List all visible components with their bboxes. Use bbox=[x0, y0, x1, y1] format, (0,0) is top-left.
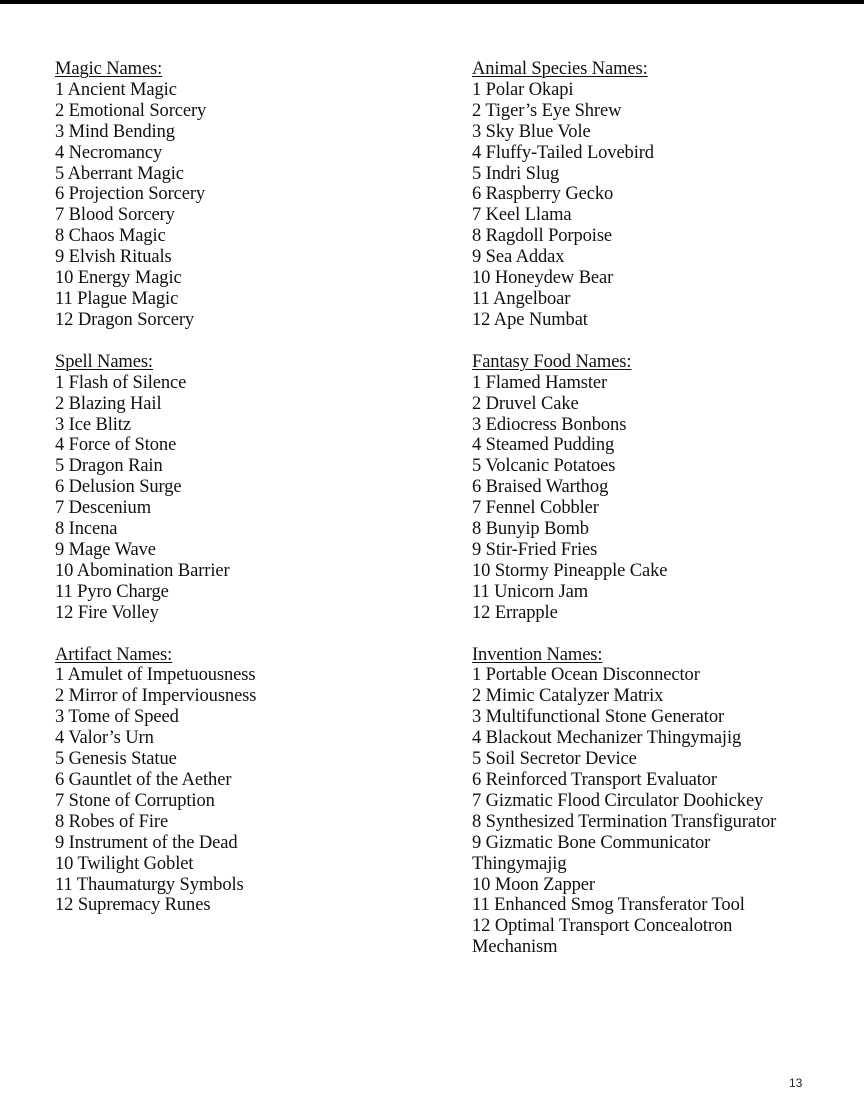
list-item: 9 Gizmatic Bone Communicator Thingymajig bbox=[472, 832, 711, 874]
list-item: 3 Ice Blitz bbox=[55, 414, 131, 435]
list-item: 10 Abomination Barrier bbox=[55, 560, 230, 581]
list-item: 9 Elvish Rituals bbox=[55, 247, 172, 268]
list-item: 2 Blazing Hail bbox=[55, 393, 162, 414]
list-item: 12 Ape Numbat bbox=[472, 309, 588, 330]
list-item: 7 Keel Llama bbox=[472, 205, 572, 226]
list-item: 8 Chaos Magic bbox=[55, 226, 166, 247]
list-item: 9 Mage Wave bbox=[55, 539, 156, 560]
list-item: 3 Multifunctional Stone Generator bbox=[472, 707, 725, 728]
list-item: 4 Fluffy-Tailed Lovebird bbox=[472, 142, 654, 163]
list-item: 3 Mind Bending bbox=[55, 121, 175, 142]
list-item: 11 Angelboar bbox=[472, 288, 571, 309]
list-item: 8 Robes of Fire bbox=[55, 811, 169, 832]
page-number: 13 bbox=[789, 1076, 803, 1090]
list-item: 2 Mirror of Imperviousness bbox=[55, 686, 257, 707]
right-column bbox=[472, 59, 852, 979]
section-heading: Magic Names: bbox=[55, 59, 163, 79]
list-item: 7 Blood Sorcery bbox=[55, 205, 175, 226]
list-item: 7 Gizmatic Flood Circulator Doohickey bbox=[472, 790, 764, 811]
list-item: 6 Raspberry Gecko bbox=[472, 184, 614, 205]
list-item: 10 Moon Zapper bbox=[472, 874, 595, 895]
list-item: 2 Tiger’s Eye Shrew bbox=[472, 100, 622, 121]
list-item: 6 Reinforced Transport Evaluator bbox=[472, 770, 717, 790]
list-item: 8 Bunyip Bomb bbox=[472, 519, 589, 540]
list-item: 9 Sea Addax bbox=[472, 247, 565, 268]
list-item: 5 Genesis Statue bbox=[55, 749, 177, 770]
list-item: 7 Descenium bbox=[55, 498, 151, 519]
list-item: 5 Aberrant Magic bbox=[55, 163, 184, 184]
list-item: 12 Supremacy Runes bbox=[55, 895, 211, 916]
list-item: 9 Instrument of the Dead bbox=[55, 832, 238, 853]
list-item: 6 Braised Warthog bbox=[472, 477, 609, 498]
list-item: 3 Tome of Speed bbox=[55, 707, 179, 728]
list-item: 11 Thaumaturgy Symbols bbox=[55, 874, 244, 895]
list-item: 2 Mimic Catalyzer Matrix bbox=[472, 686, 664, 707]
list-item: 11 Pyro Charge bbox=[55, 581, 169, 602]
invention-names-section bbox=[472, 645, 852, 959]
list-item: 12 Errapple bbox=[472, 602, 558, 623]
section-heading: Fantasy Food Names: bbox=[472, 351, 632, 372]
section-heading: Animal Species Names: bbox=[472, 59, 648, 79]
list-item: 4 Necromancy bbox=[55, 142, 163, 163]
list-item: 10 Honeydew Bear bbox=[472, 268, 614, 289]
list-item: 5 Indri Slug bbox=[472, 163, 560, 184]
list-item: 8 Synthesized Termination Transfigurator bbox=[472, 811, 777, 832]
list-item: 6 Gauntlet of the Aether bbox=[55, 770, 232, 790]
list-item: 6 Delusion Surge bbox=[55, 477, 182, 498]
list-item: 8 Incena bbox=[55, 519, 118, 540]
page-top-border bbox=[0, 0, 864, 4]
list-item: 2 Emotional Sorcery bbox=[55, 100, 207, 121]
list-item: 7 Fennel Cobbler bbox=[472, 498, 599, 519]
list-item: 2 Druvel Cake bbox=[472, 393, 579, 414]
list-item: 1 Flash of Silence bbox=[55, 372, 187, 393]
list-item: 4 Force of Stone bbox=[55, 435, 177, 456]
list-item: 7 Stone of Corruption bbox=[55, 790, 215, 811]
list-item: 5 Dragon Rain bbox=[55, 456, 163, 477]
list-item: 12 Dragon Sorcery bbox=[55, 309, 195, 330]
list-item: 12 Optimal Transport Concealotron Mechanism bbox=[472, 916, 733, 958]
list-item: 3 Sky Blue Vole bbox=[472, 121, 591, 142]
left-column bbox=[55, 59, 445, 937]
magic-names-section bbox=[55, 59, 445, 331]
list-item: 4 Valor’s Urn bbox=[55, 728, 154, 749]
spell-names-section bbox=[55, 352, 445, 624]
list-item: 1 Ancient Magic bbox=[55, 79, 177, 100]
list-item: 8 Ragdoll Porpoise bbox=[472, 226, 613, 247]
list-item: 1 Amulet of Impetuousness bbox=[55, 665, 256, 686]
list-item: 10 Energy Magic bbox=[55, 268, 182, 289]
list-item: 11 Unicorn Jam bbox=[472, 581, 589, 602]
list-item: 4 Blackout Mechanizer Thingymajig bbox=[472, 728, 742, 749]
list-item: 10 Stormy Pineapple Cake bbox=[472, 560, 668, 581]
list-item: 11 Enhanced Smog Transferator Tool bbox=[472, 895, 745, 916]
list-item: 4 Steamed Pudding bbox=[472, 435, 615, 456]
fantasy-food-names-section bbox=[472, 352, 852, 624]
artifact-names-section bbox=[55, 645, 445, 917]
list-item: 1 Polar Okapi bbox=[472, 79, 574, 100]
list-item: 1 Portable Ocean Disconnector bbox=[472, 665, 700, 686]
list-item: 10 Twilight Goblet bbox=[55, 853, 194, 874]
section-heading: Artifact Names: bbox=[55, 644, 173, 665]
list-item: 3 Ediocress Bonbons bbox=[472, 414, 627, 435]
list-item: 9 Stir-Fried Fries bbox=[472, 539, 598, 560]
list-item: 5 Volcanic Potatoes bbox=[472, 456, 616, 477]
section-heading: Invention Names: bbox=[472, 644, 603, 665]
animal-species-names-section bbox=[472, 59, 852, 331]
list-item: 5 Soil Secretor Device bbox=[472, 749, 637, 770]
section-heading: Spell Names: bbox=[55, 351, 153, 372]
list-item: 12 Fire Volley bbox=[55, 602, 159, 623]
list-item: 1 Flamed Hamster bbox=[472, 372, 608, 393]
list-item: 11 Plague Magic bbox=[55, 288, 179, 309]
list-item: 6 Projection Sorcery bbox=[55, 184, 206, 205]
